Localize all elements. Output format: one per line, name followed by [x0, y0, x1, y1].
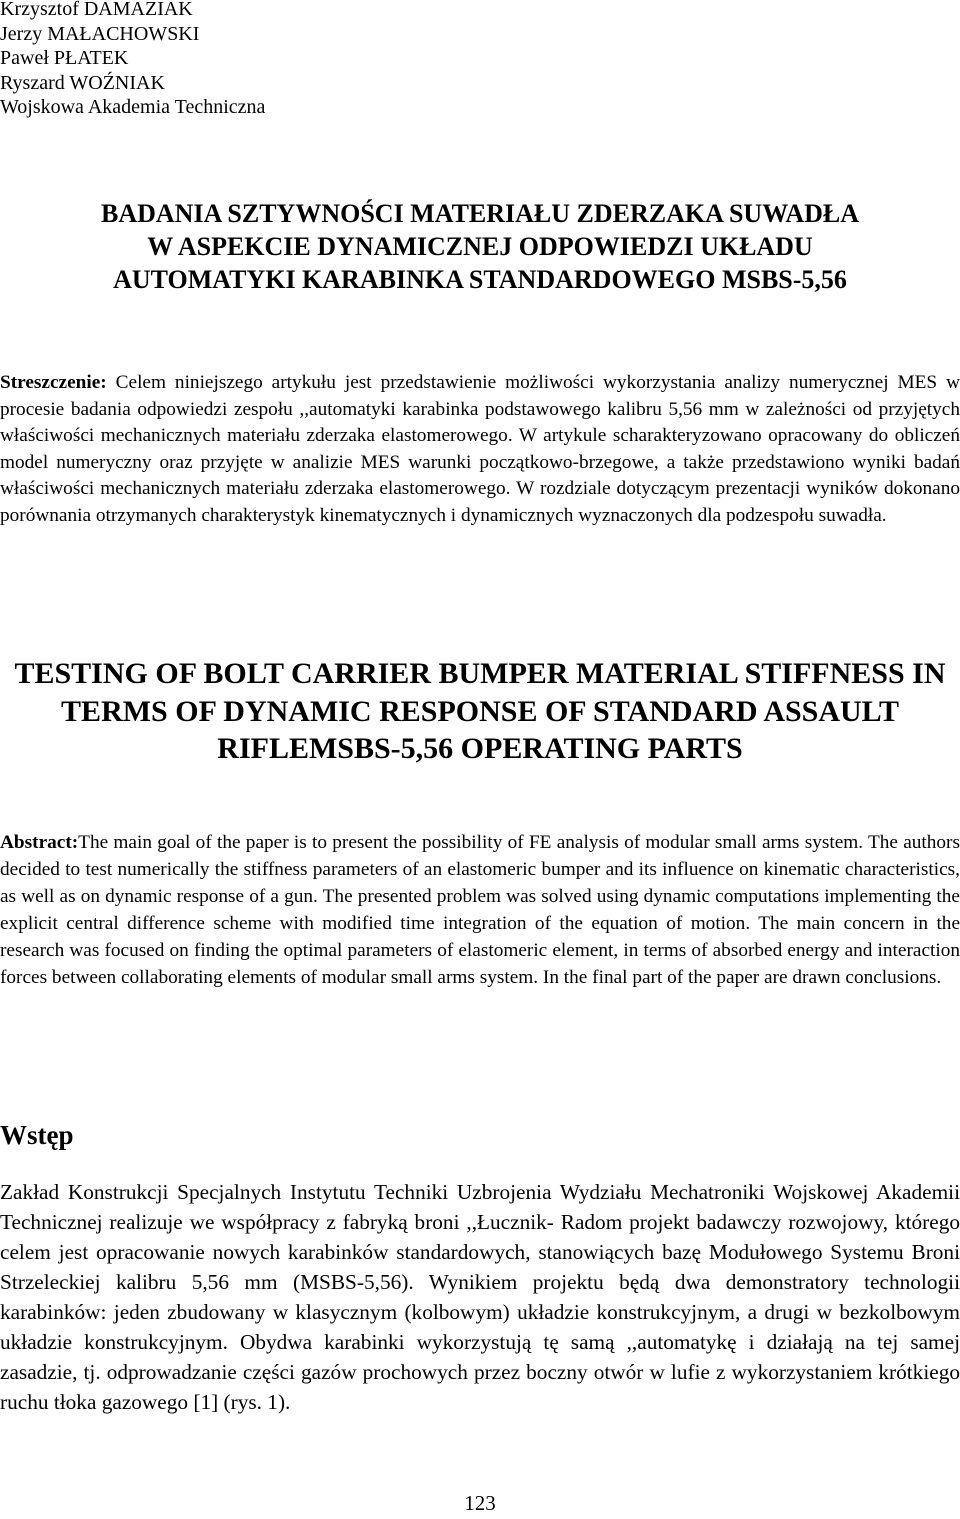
abstract-text: The main goal of the paper is to present the possibility of FE analysis of modular small arms system. The authors decided to test numerically the stiffness parameters of an elastomeric bumper and its influence on kinematic characteristics, as well as on dynamic response of a gun. The presented problem was solved using dynamic computations implementing the explicit central difference scheme with modified time integration of the equation of motion. The main concern in the research was focused on finding the optimal parameters of elastomeric element, in terms of absorbed energy and interaction forces between collaborating elements of modular small arms system. In the final part of the paper are drawn conclusions. [0, 832, 960, 988]
title-line: BADANIA SZTYWNOŚCI MATERIAŁU ZDERZAKA SUWADŁA [101, 199, 859, 228]
title-line: RIFLEMSBS-5,56 OPERATING PARTS [217, 732, 743, 765]
abstract-polish [0, 370, 960, 529]
title-line: W ASPEKCIE DYNAMICZNEJ ODPOWIEDZI UKŁADU [147, 232, 813, 261]
abstract-label: Abstract: [0, 832, 79, 853]
abstract-paragraph [0, 829, 960, 991]
abstract-english [0, 829, 960, 991]
author-affiliation: Wojskowa Akademia Techniczna [0, 96, 266, 118]
body-paragraph: Zakład Konstrukcji Specjalnych Instytutu Techniki Uzbrojenia Wydziału Mechatroniki Wojskowej Akademii Technicznej realizuje we współpracy z fabryką broni ,,Łucznik- Radom projekt badawczy rozwojowy, którego celem jest opracowanie nowych karabinków standardowych, stanowiących bazę Modułowego Systemu Broni Strzeleckiej kalibru 5,56 mm (MSBS-5,56). Wynikiem projektu będą dwa demonstratory technologii karabinków: jeden zbudowany w klasycznym (kolbowym) układzie konstrukcyjnym, a drugi w bezkolbowym układzie konstrukcyjnym. Obydwa karabinki wykorzystują tę samą ,,automatykę i działają na tej samej zasadzie, tj. odprowadzanie części gazów prochowych przez boczny otwór w lufie z wykorzystaniem krótkiego ruchu tłoka gazowego [1] (rys. 1). [0, 1180, 960, 1414]
paper-title-polish [0, 197, 960, 296]
intro-section-body [0, 1177, 960, 1417]
title-line: AUTOMATYKI KARABINKA STANDARDOWEGO MSBS-5,56 [113, 265, 847, 294]
abstract-label: Streszczenie: [0, 372, 107, 393]
abstract-text: Celem niniejszego artykułu jest przedstawienie możliwości wykorzystania analizy numerycznej MES w procesie badania odpowiedzi zespołu ,,automatyki karabinka podstawowego kalibru 5,56 mm w zależności od przyjętych właściwości mechanicznych materiału zderzaka elastomerowego. W artykule scharakteryzowano opracowany do obliczeń model numeryczny oraz przyjęte w analizie MES warunki początkowo-brzegowe, a także przedstawiono wyniki badań właściwości mechanicznych materiału zderzaka elastomerowego. W rozdziale dotyczącym prezentacji wyników dokonano porównania otrzymanych charakterystyk kinematycznych i dynamicznych wyznaczonych dla podzespołu suwadła. [0, 372, 960, 526]
title-line: TERMS OF DYNAMIC RESPONSE OF STANDARD ASSAULT [61, 694, 899, 728]
abstract-paragraph [0, 370, 960, 529]
author-name: Jerzy MAŁACHOWSKI [0, 22, 200, 45]
author-block [0, 0, 265, 120]
author-name: Ryszard WOŹNIAK [0, 71, 165, 94]
page-number: 123 [464, 1491, 496, 1515]
author-name: Paweł PŁATEK [0, 47, 129, 69]
title-line: TESTING OF BOLT CARRIER BUMPER MATERIAL STIFFNESS IN [14, 657, 946, 690]
section-heading: Wstęp [0, 1120, 74, 1150]
paper-title-english [0, 655, 960, 768]
author-name: Krzysztof DAMAZIAK [0, 0, 193, 20]
